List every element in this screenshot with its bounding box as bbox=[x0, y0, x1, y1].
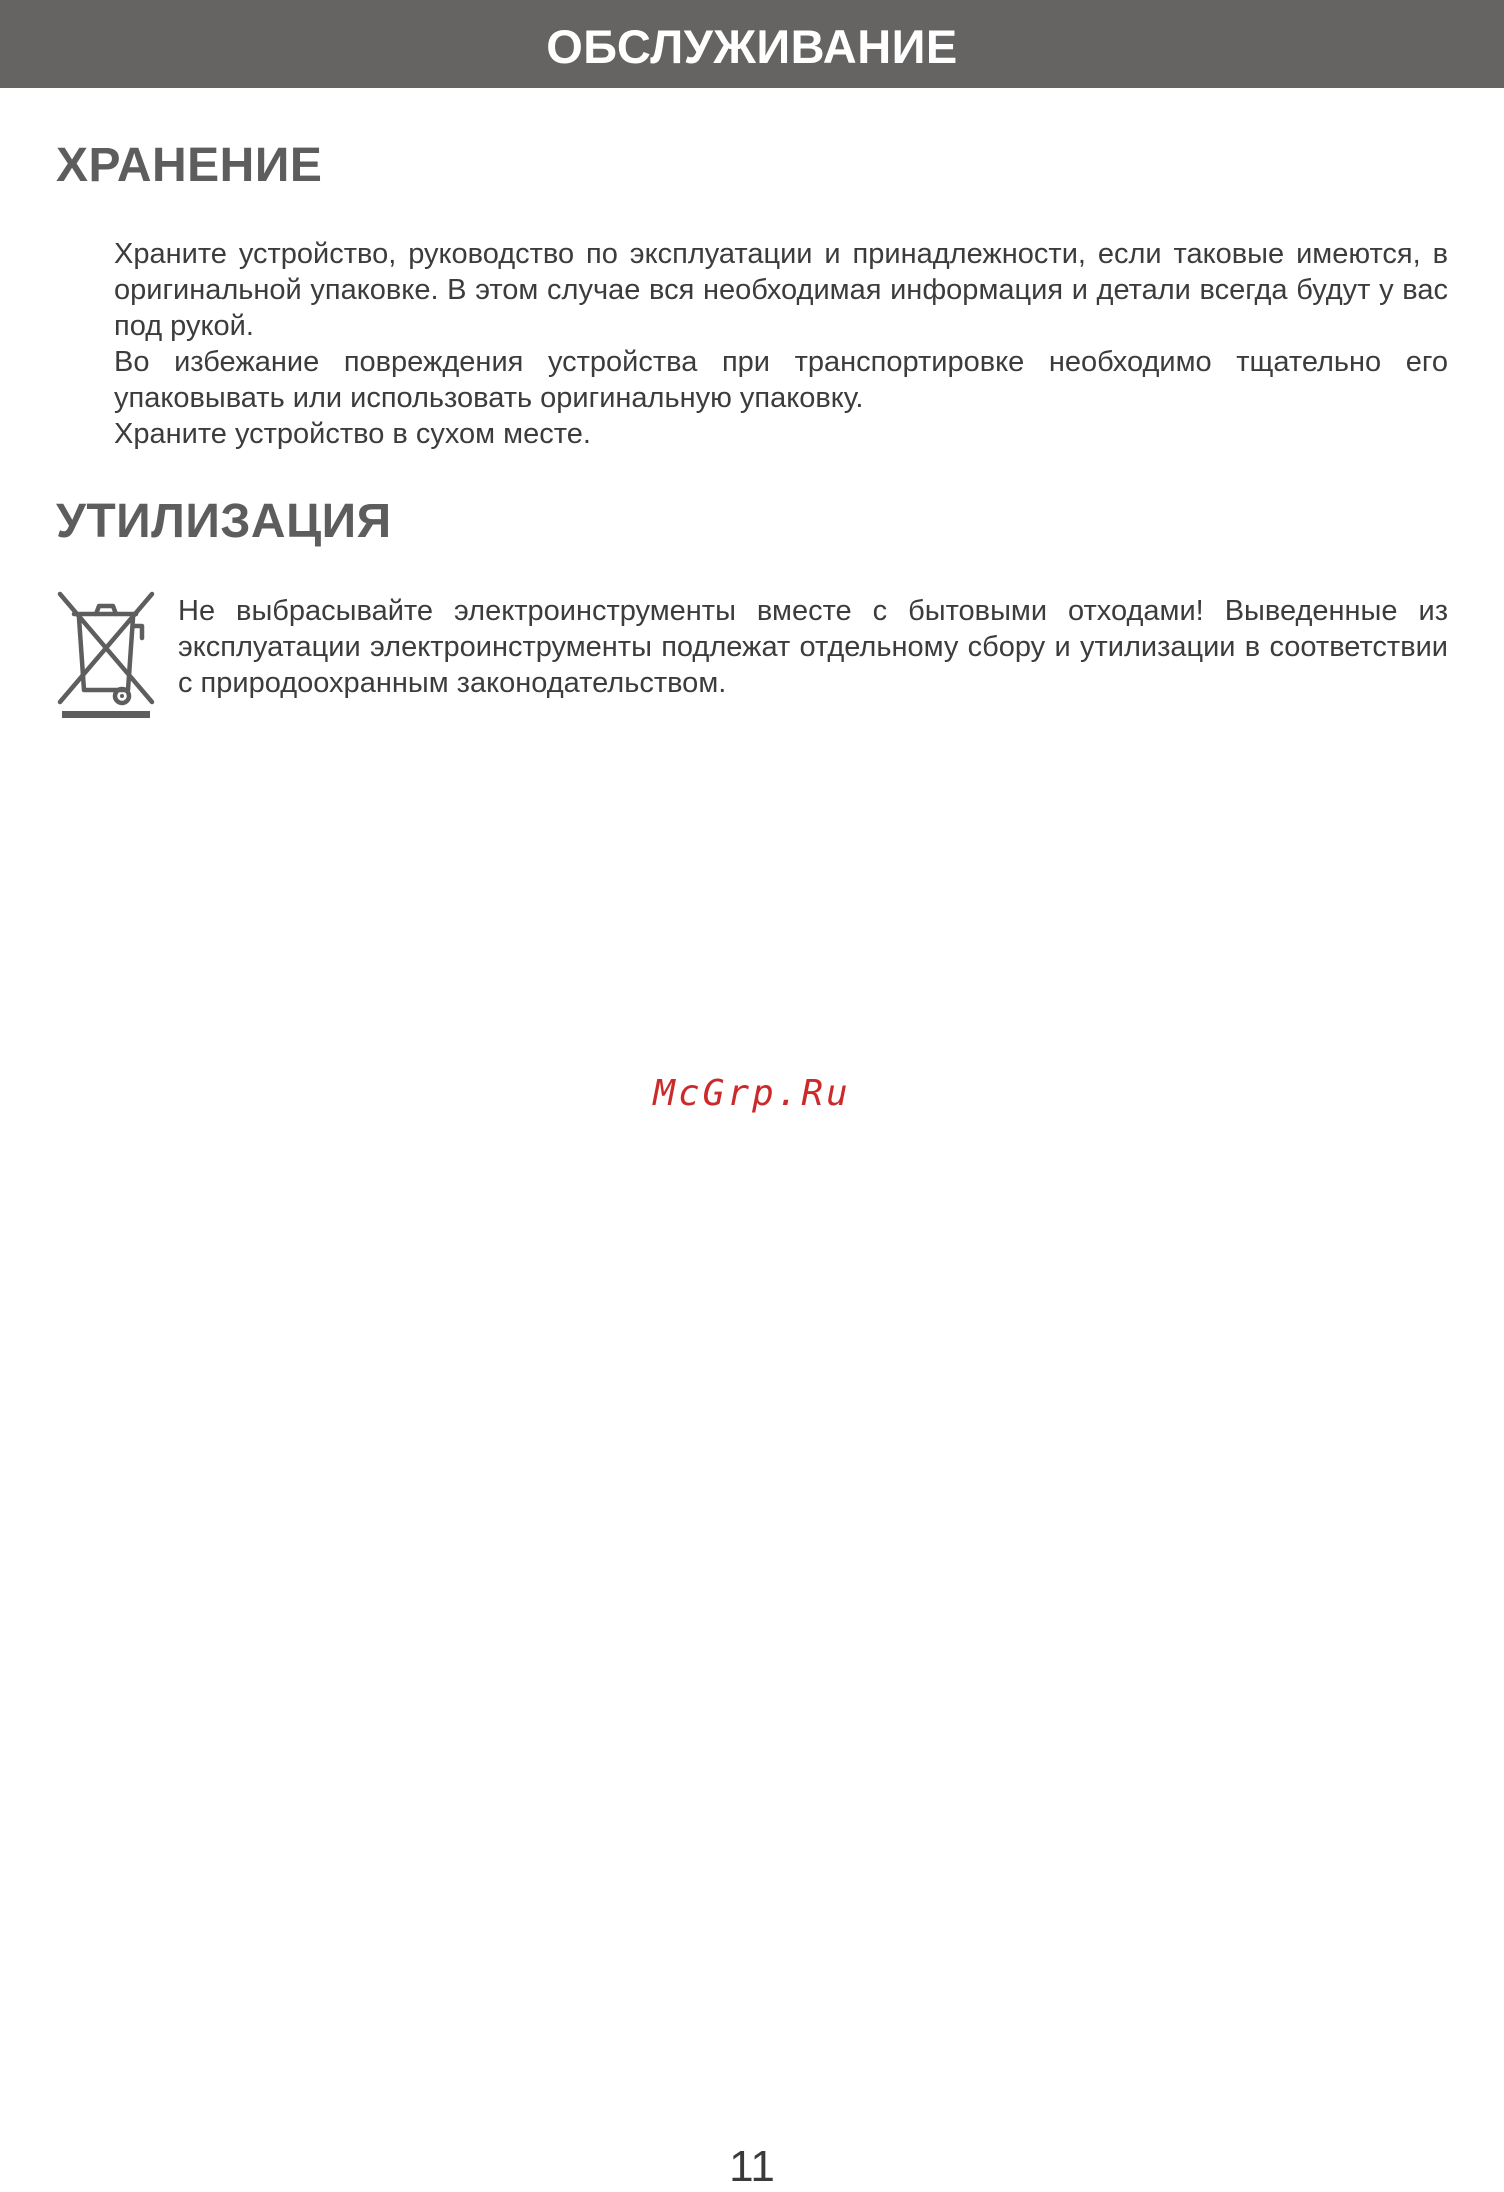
page-title: ОБСЛУЖИВАНИЕ bbox=[546, 19, 958, 73]
storage-text-block bbox=[114, 236, 1448, 452]
disposal-text-block bbox=[178, 593, 1448, 701]
storage-paragraph: Храните устройство в сухом месте. bbox=[114, 418, 591, 450]
storage-heading: ХРАНЕНИЕ bbox=[56, 139, 323, 192]
disposal-heading: УТИЛИЗАЦИЯ bbox=[56, 495, 392, 548]
crossed-out-wheelie-bin-icon bbox=[56, 590, 156, 722]
watermark-text: McGrp.Ru bbox=[653, 1073, 851, 1114]
disposal-paragraph: Не выбрасывайте электроинструменты вместе с бытовыми отходами! Выведенные из эксплуатации электроинструменты подлежат отдельному сбору и утилизации в соответствии с природоохранным законодательством. bbox=[178, 595, 1448, 699]
page-number: 11 bbox=[729, 2142, 775, 2191]
header-bar bbox=[0, 0, 1504, 88]
storage-paragraph: Во избежание повреждения устройства при транспортировке необходимо тщательно его упаковывать или использовать оригинальную упаковку. bbox=[114, 346, 1448, 414]
storage-paragraph: Храните устройство, руководство по эксплуатации и принадлежности, если таковые имеются, в оригинальной упаковке. В этом случае вся необходимая информация и детали всегда будут у вас под рукой. bbox=[114, 238, 1448, 342]
